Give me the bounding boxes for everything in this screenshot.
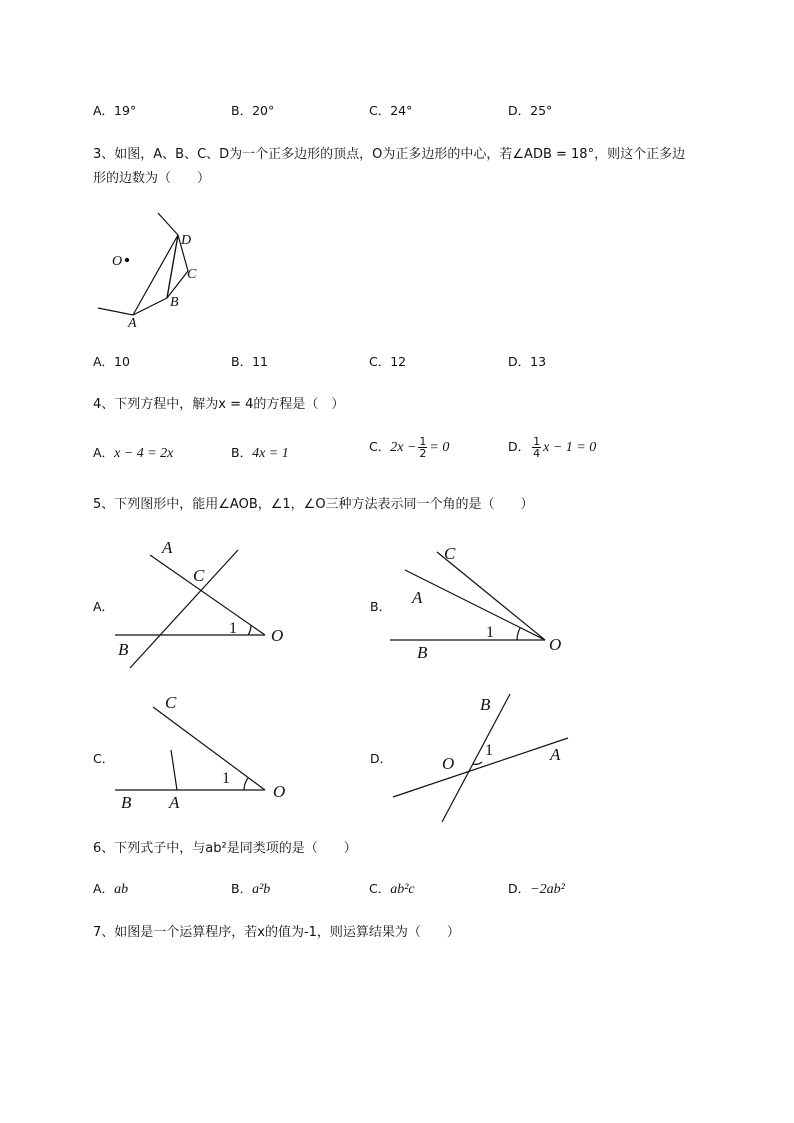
q2-option-d: D．25° [508, 103, 553, 118]
q4-option-c-letter: C． [369, 439, 391, 454]
q3-center-dot [125, 258, 129, 262]
q3-label-c: C [187, 267, 197, 282]
q5b-label-b: B [417, 643, 428, 662]
q5c-segment-a [171, 750, 177, 790]
q5a-label-a: A [162, 538, 173, 557]
q4-option-c-post: = 0 [429, 440, 450, 455]
q5d-label-a: A [550, 745, 561, 764]
q6-option-d-letter: D． [508, 881, 531, 896]
q5-option-a-letter: A． [93, 599, 115, 614]
q5a-ray-oa [150, 555, 265, 635]
q6-option-c [369, 879, 415, 898]
q3-polygon-figure [90, 205, 220, 335]
q4-option-d-fraction [532, 436, 541, 459]
q5d-line-a [393, 738, 568, 797]
q2-option-a: A．19° [93, 103, 137, 118]
q5b-angle-arc [517, 628, 520, 640]
q4-stem: 4、下列方程中，解为x = 4的方程是（ ） [93, 397, 345, 412]
q3-option-c: C．12 [369, 354, 407, 369]
q5-figure-a [110, 535, 300, 675]
q5d-label-o: O [442, 754, 455, 773]
q6-option-a-letter: A． [93, 881, 115, 896]
q3-stem-line1: 3、如图，A、B、C、D为一个正多边形的顶点，O为正多边形的中心，若∠ADB = 18°，则这个正多边 [93, 147, 686, 162]
q5-option-c-letter: C． [93, 751, 115, 766]
q3-option-a: A．10 [93, 354, 130, 369]
q5-figure-b [385, 540, 575, 665]
q3-stem-line2: 形的边数为（ ） [93, 171, 211, 186]
q5b-label-o: O [549, 635, 562, 654]
q5a-label-c: C [193, 566, 205, 585]
q5-figure-d [385, 690, 575, 825]
q6-option-b-letter: B． [231, 881, 253, 896]
q6-stem: 6、下列式子中，与ab²是同类项的是（ ） [93, 841, 357, 856]
q5a-crossing-line [130, 550, 238, 668]
q5c-label-o: O [273, 782, 286, 801]
q3-label-b: B [170, 295, 179, 310]
q7-stem: 7、如图是一个运算程序，若x的值为-1，则运算结果为（ ） [93, 925, 460, 940]
q4-option-a [93, 443, 173, 462]
q5a-label-o: O [271, 626, 284, 645]
q5c-label-c: C [165, 693, 177, 712]
q6-option-d [508, 879, 565, 898]
q3-label-o: O [112, 254, 123, 269]
q6-option-a-expr: ab [114, 882, 129, 897]
q4-option-a-expr: x − 4 = 2x [114, 446, 174, 461]
q4-option-c-fraction [418, 436, 427, 459]
q4-option-b-letter: B． [231, 445, 253, 460]
q4-option-b [231, 443, 289, 462]
q2-option-b: B．20° [231, 103, 275, 118]
q3-option-b: B．11 [231, 354, 268, 369]
q6-option-b [231, 879, 270, 898]
q6-option-c-expr: ab²c [390, 882, 415, 897]
q5b-ray-oa [405, 570, 545, 640]
q5c-label-1: 1 [222, 770, 230, 787]
q5-figure-c [110, 690, 300, 815]
q3-segment-bc [167, 271, 188, 298]
q4-option-d [508, 436, 596, 459]
q5c-label-b: B [121, 793, 132, 812]
q2-option-c: C．24° [369, 103, 413, 118]
q3-label-d: D [181, 233, 192, 248]
q5b-label-1: 1 [486, 624, 494, 641]
q4-option-c-numerator: 1 [419, 435, 427, 448]
q4-option-d-denominator: 4 [533, 447, 541, 460]
q5d-label-b: B [480, 695, 491, 714]
q4-option-c [369, 436, 449, 459]
q4-option-d-numerator: 1 [533, 435, 541, 448]
q5a-angle-arc [248, 625, 251, 635]
q4-option-a-letter: A． [93, 445, 115, 460]
q5-option-d-letter: D． [370, 751, 393, 766]
q5b-label-a: A [412, 588, 423, 607]
q4-option-c-pre: 2x − [390, 440, 417, 455]
q5a-label-1: 1 [229, 620, 237, 637]
q3-polygon-edges [98, 213, 178, 315]
q3-label-a: A [128, 316, 137, 331]
q4-option-b-expr: 4x = 1 [252, 446, 289, 461]
q6-option-d-expr: −2ab² [530, 882, 565, 897]
q4-option-c-denominator: 2 [419, 447, 427, 460]
q5d-label-1: 1 [485, 742, 493, 759]
q5c-label-a: A [169, 793, 180, 812]
q5c-ray-oc [153, 707, 265, 790]
q5a-label-b: B [118, 640, 129, 659]
q3-option-d: D．13 [508, 354, 547, 369]
q6-option-a [93, 879, 128, 898]
q6-option-c-letter: C． [369, 881, 391, 896]
q5-stem: 5、下列图形中，能用∠AOB，∠1，∠O三种方法表示同一个角的是（ ） [93, 497, 534, 512]
q6-option-b-expr: a²b [252, 882, 271, 897]
q4-option-d-post: x − 1 = 0 [543, 440, 597, 455]
q5c-angle-arc [244, 778, 248, 790]
q5-option-b-letter: B． [370, 599, 392, 614]
q4-option-d-letter: D． [508, 439, 531, 454]
q5b-label-c: C [444, 544, 456, 563]
